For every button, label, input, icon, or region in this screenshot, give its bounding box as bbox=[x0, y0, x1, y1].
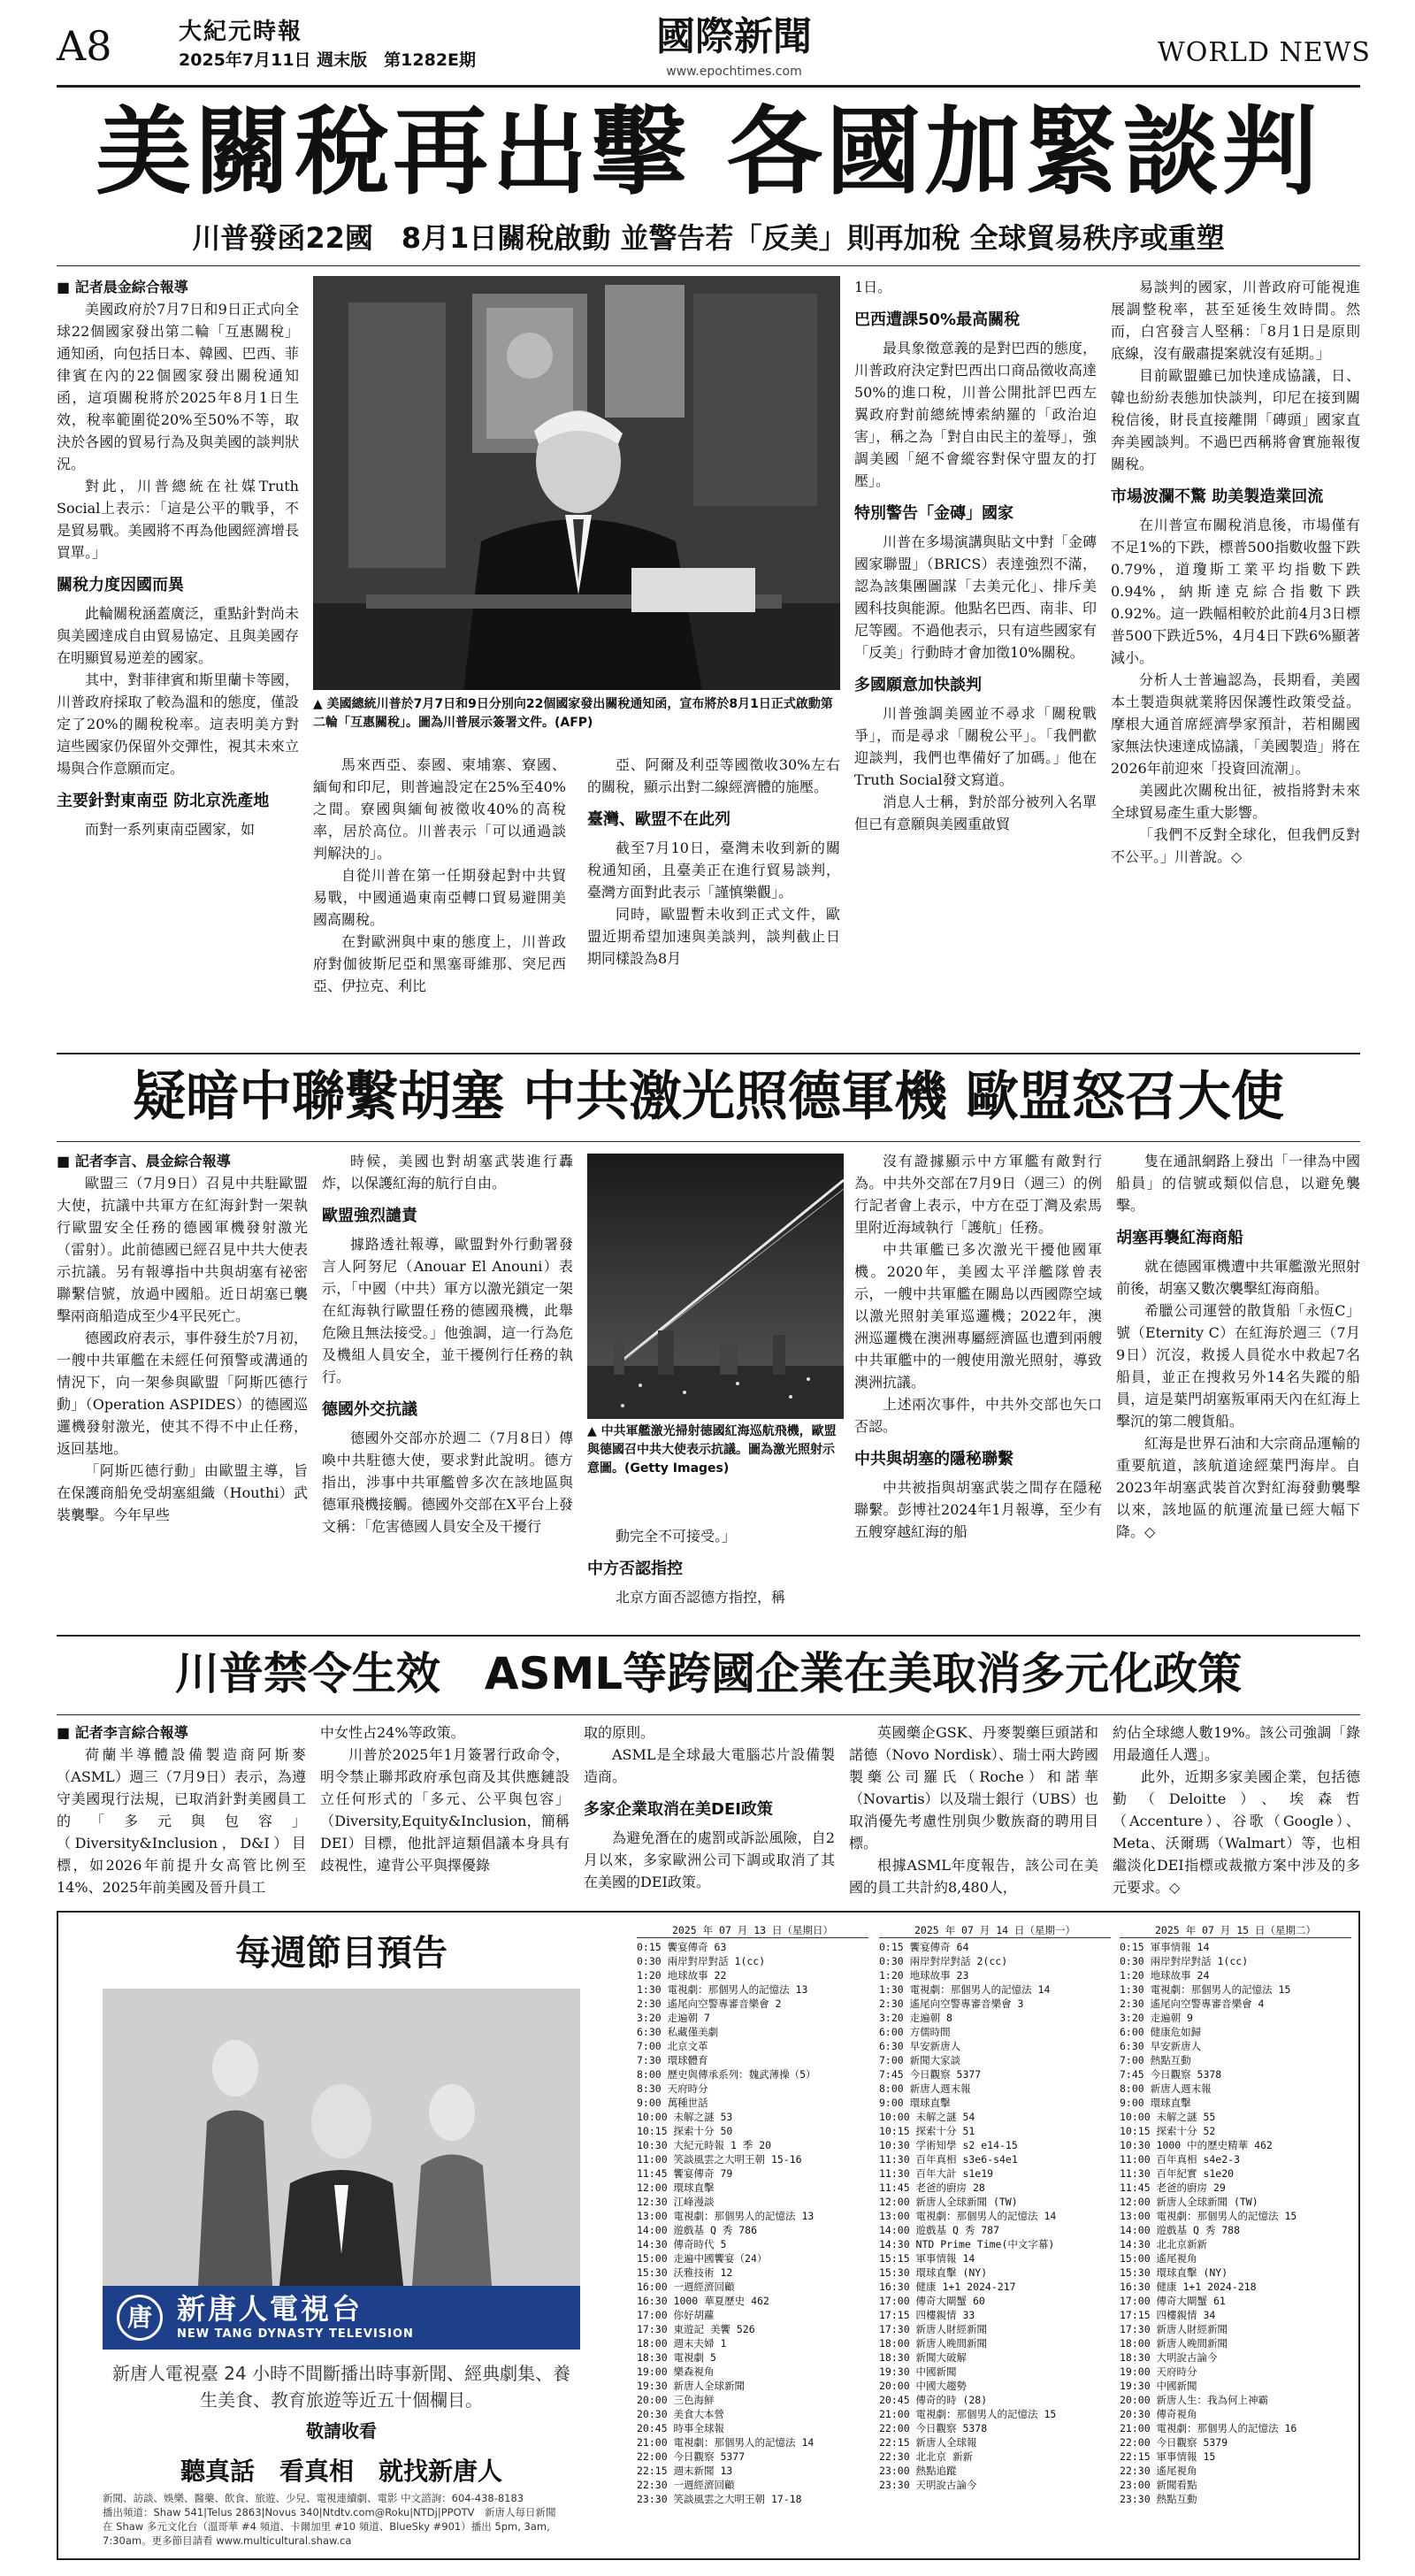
ad-title: 每週節目預告 bbox=[235, 1933, 447, 1974]
paragraph: 中女性占24%等政策。 bbox=[320, 1724, 465, 1741]
schedule-item: 10:30 1000 中的歷史精華 462 bbox=[1120, 2139, 1273, 2151]
ad-description: 新唐人電視臺 24 小時不間斷播出時事新聞、經典劇集、養生美食、教育旅遊等近五十個欄目。 bbox=[111, 2363, 571, 2411]
paragraph: 德國政府表示，事件發生於7月初，一艘中共軍艦在未經任何預警或溝通的情況下，向一架參與歐盟「阿斯匹德行動」（Operation ASPIDES）的德國巡邏機發射激光，使其不得不中止任務，返回基地。 bbox=[57, 1330, 308, 1457]
paragraph: 中共被指與胡塞武裝之間存在隱秘聯繫。彭博社2024年1月報導，至少有五艘穿越紅海的船 bbox=[854, 1479, 1102, 1540]
schedule-item: 15:15 軍事情報 14 bbox=[879, 2252, 975, 2265]
paragraph: 德國外交部亦於週二（7月8日）傳喚中共駐德大使，要求對此說明。德方指出，涉事中共軍艦曾多次在該地區與德軍飛機接觸。德國外交部在X平台上發文稱：「危害德國人員安全及干擾行 bbox=[322, 1430, 573, 1535]
schedule-item: 14:30 NTD Prime Time(中文字幕) bbox=[879, 2238, 1055, 2250]
byline: ■ 記者晨金綜合報導 bbox=[57, 279, 188, 295]
paragraph: 馬來西亞、泰國、柬埔寨、寮國、緬甸和印尼，則普遍設定在25%至40%之間。寮國與緬甸被徵收40%的高稅率，居於高位。川普表示「可以通過談判解決的」。 bbox=[313, 756, 566, 862]
schedule-item: 0:15 軍事情報 14 bbox=[1120, 1941, 1210, 1953]
schedule-item: 10:15 探索十分 51 bbox=[879, 2125, 975, 2137]
paragraph: 而對一系列東南亞國家，如 bbox=[85, 821, 256, 838]
story3-column-4 bbox=[849, 1721, 1098, 1898]
schedule-item: 21:00 電視劇：那個男人的記憶法 16 bbox=[1120, 2422, 1297, 2434]
schedule-item: 7:45 今日觀察 5377 bbox=[879, 2068, 982, 2081]
schedule-item: 20:00 新唐人生：我為何上神霸 bbox=[1120, 2394, 1269, 2406]
schedule-item: 13:00 電視劇：那個男人的記憶法 13 bbox=[637, 2210, 815, 2222]
ad-promo-panel bbox=[58, 1913, 624, 2558]
schedule-item: 9:00 萬種世話 bbox=[637, 2097, 708, 2109]
schedule-item: 1:30 電視劇：那個男人的記憶法 15 bbox=[1120, 1983, 1291, 1996]
schedule-item: 10:15 探索十分 52 bbox=[1120, 2125, 1216, 2137]
paragraph: 就在德國軍機遭中共軍艦激光照射前後，胡塞又數次襲擊紅海商船。 bbox=[1116, 1258, 1360, 1297]
paragraph: 美國此次關稅出征，被指將對未來全球貿易產生重大影響。 bbox=[1111, 782, 1360, 821]
schedule-item: 16:00 一週經濟回顧 bbox=[637, 2281, 735, 2293]
section-heading: 德國外交抗議 bbox=[322, 1400, 417, 1419]
schedule-item: 22:00 今日觀察 5378 bbox=[879, 2422, 988, 2434]
subhead-rule bbox=[57, 265, 1360, 266]
schedule-item: 19:30 中國新聞 bbox=[1120, 2380, 1197, 2392]
paragraph: 約佔全球總人數19%。該公司強調「錄用最適任人選」。 bbox=[1113, 1724, 1360, 1763]
schedule-item: 14:00 遊戲基 Q 秀 788 bbox=[1120, 2224, 1241, 2236]
section-rule bbox=[57, 1635, 1360, 1637]
paragraph: 亞、阿爾及利亞等國徵收30%左右的關稅，顯示出對二線經濟體的施壓。 bbox=[587, 756, 840, 795]
schedule-item: 8:00 新唐人週末報 bbox=[1120, 2082, 1212, 2095]
schedule-item: 18:30 電視劇 5 bbox=[637, 2351, 716, 2364]
section-title: 國際新聞 bbox=[656, 14, 812, 59]
schedule-list bbox=[637, 1940, 868, 2506]
paragraph: 川普在多場演講與貼文中對「金磚國家聯盟」（BRICS）表達強烈不滿，認為該集團圖謀「去美元化」、排斥美國科技與能源。他點名巴西、南非、印尼等國。不過他表示，只有這些國家有「反美」行動時才會加徵10%關稅。 bbox=[854, 533, 1097, 661]
ad-footer-line: 播出頻道：Shaw 541|Telus 2863|Novus 340|Ntdtv.com@Roku|NTDj|PPOTV 新唐人每日新聞 bbox=[103, 2506, 556, 2518]
schedule-item: 17:15 四樓親情 34 bbox=[1120, 2309, 1216, 2321]
schedule-item: 23:30 笑談風雲之大明王朝 17-18 bbox=[637, 2493, 802, 2505]
schedule-item: 8:00 歷史與傳承系列：魏武薄操（5） bbox=[637, 2068, 816, 2081]
schedule-item: 3:20 走遍朝 8 bbox=[879, 2012, 952, 2024]
schedule-item: 11:00 百年真相 s4e2-3 bbox=[1120, 2153, 1241, 2166]
schedule-item: 22:30 一週經濟回顧 bbox=[637, 2479, 735, 2491]
schedule-item: 11:45 饗宴傳奇 79 bbox=[637, 2167, 733, 2180]
paragraph: 「阿斯匹德行動」由歐盟主導，旨在保護商船免受胡塞組織（Houthi）武裝襲擊。今年早些 bbox=[57, 1462, 308, 1523]
schedule-item: 1:30 電視劇：那個男人的記憶法 14 bbox=[879, 1983, 1051, 1996]
schedule-item: 13:00 電視劇：那個男人的記憶法 14 bbox=[879, 2210, 1057, 2222]
schedule-date: 2025 年 07 月 15 日（星期二） bbox=[1120, 1923, 1351, 1938]
schedule-item: 22:15 軍事情報 15 bbox=[1120, 2450, 1216, 2463]
paragraph: 對此，川普總統在社媒Truth Social上表示：「這是公平的戰爭，不是貿易戰。美國將不再為他國經濟增長買單。」 bbox=[57, 478, 299, 561]
schedule-item: 10:00 未解之謎 53 bbox=[637, 2111, 733, 2123]
paragraph: 其中，對菲律賓和斯里蘭卡等國，川普政府採取了較為溫和的態度，僅設定了20%的關稅稅率。這表明美方對這些國家仍保留外交彈性，視其未來立場與合作意願而定。 bbox=[57, 671, 299, 777]
paragraph: 美國政府於7月7日和9日正式向全球22個國家發出第二輪「互惠關稅」通知函，向包括日本、韓國、巴西、菲律賓在內的22個國家發出關稅通知函，這項關稅將於2025年8月1日生效，稅率範圍從20%至50%不等，取決於各國的貿易行為及與美國的談判狀況。 bbox=[57, 301, 299, 472]
story2-column-1 bbox=[57, 1150, 308, 1628]
schedule-item: 18:30 大明說古論今 bbox=[1120, 2351, 1218, 2364]
paragraph: 歐盟三（7月9日）召見中共駐歐盟大使，抗議中共軍方在紅海針對一架執行歐盟安全任務的德國軍機發射激光（雷射）。此前德國已經召見中共大使表示抗議。另有報導指中共與胡塞有祕密聯繫信號，放過中國船。近日胡塞已襲擊兩商船造成至少4平民死亡。 bbox=[57, 1175, 308, 1324]
schedule-item: 6:30 私藏僅美劇 bbox=[637, 2026, 719, 2038]
ntd-logo-en: NEW TANG DYNASTY TELEVISION bbox=[177, 2327, 414, 2341]
anchors-illustration bbox=[103, 1989, 580, 2286]
paragraph: 此外，近期多家美國企業，包括德勤（Deloitte）、埃森哲（Accenture）、谷歌（Google）、Meta、沃爾瑪（Walmart）等，也相繼淡化DEI指標或裁撤方案中涉及的多元要求。◇ bbox=[1113, 1768, 1360, 1896]
schedule-item: 18:00 新唐人晚間新聞 bbox=[879, 2337, 988, 2350]
schedule-item: 6:00 健康危如歸 bbox=[1120, 2026, 1202, 2038]
paragraph: ASML是全球最大電腦芯片設備製造商。 bbox=[584, 1746, 835, 1785]
paragraph: 此輪關稅涵蓋廣泛，重點針對尚未與美國達成自由貿易協定、且與美國存在明顯貿易逆差的國家。 bbox=[57, 605, 299, 666]
schedule-item: 18:00 週末夫婦 1 bbox=[637, 2337, 727, 2350]
schedule-item: 7:00 熱點互動 bbox=[1120, 2054, 1191, 2066]
schedule-item: 19:30 中國新聞 bbox=[879, 2365, 957, 2378]
paragraph: 希臘公司運營的散貨船「永恆C」號（Eternity C）在紅海於週三（7月9日）沉沒，救援人員從水中救起7名船員，並正在搜救另外14名失蹤的船員，這是葉門胡塞叛軍兩天內在紅海上擊沉的第二艘貨船。 bbox=[1116, 1302, 1360, 1430]
headline-rule bbox=[57, 1141, 1360, 1142]
ad-tagline: 聽真話 看真相 就找新唐人 bbox=[180, 2457, 502, 2486]
schedule-item: 23:00 新聞看點 bbox=[1120, 2479, 1197, 2491]
photo-caption: ▲ 美國總統川普於7月7日和9日分別向22個國家發出關稅通知函，宣布將於8月1日正式啟動第二輪「互惠關稅」。圖為川普展示簽署文件。(AFP) bbox=[313, 697, 833, 730]
schedule-list bbox=[1120, 1940, 1351, 2506]
paragraph: 中共軍艦已多次激光干擾他國軍機。2020年，美國太平洋艦隊曾表示，一艘中共軍艦在關島以西國際空域以激光照射美軍巡邏機；2022年，澳洲巡邏機在澳洲專屬經濟區也遭到兩艘中共軍艦中的一艘使用激光照射，導致澳洲抗議。 bbox=[854, 1241, 1102, 1391]
schedule-item: 22:15 週末新聞 13 bbox=[637, 2465, 733, 2477]
schedule-item: 16:30 1000 華夏歷史 462 bbox=[637, 2295, 769, 2307]
section-heading: 胡塞再襲紅海商船 bbox=[1116, 1229, 1243, 1247]
section-rule bbox=[57, 1053, 1360, 1054]
schedule-item: 0:15 饗宴傳奇 63 bbox=[637, 1941, 727, 1953]
ntd-logo-cn: 新唐人電視台 bbox=[177, 2292, 363, 2326]
schedule-item: 7:45 今日觀察 5378 bbox=[1120, 2068, 1222, 2081]
section-heading: 特別警告「金磚」國家 bbox=[854, 504, 1013, 523]
schedule-item: 20:00 中國大趨勢 bbox=[879, 2380, 968, 2392]
schedule-item: 18:30 新聞大破解 bbox=[879, 2351, 968, 2364]
section-heading: 關稅力度因國而異 bbox=[57, 576, 184, 594]
paragraph: 截至7月10日，臺灣未收到新的關稅通知函，且臺美正在進行貿易談判，臺灣方面對此表示「謹慎樂觀」。 bbox=[587, 840, 840, 901]
schedule-item: 7:30 環球體育 bbox=[637, 2054, 708, 2066]
schedule-item: 21:00 電視劇：那個男人的記憶法 14 bbox=[637, 2436, 815, 2449]
paragraph: 「我們不反對全球化，但我們反對不公平。」川普說。◇ bbox=[1111, 826, 1360, 865]
section-title-en: WORLD NEWS bbox=[1157, 37, 1371, 68]
schedule-item: 19:00 天府時分 bbox=[1120, 2365, 1197, 2378]
schedule-item: 10:00 未解之謎 54 bbox=[879, 2111, 975, 2123]
section-heading: 臺灣、歐盟不在此列 bbox=[587, 810, 730, 829]
schedule-item: 10:00 未解之謎 55 bbox=[1120, 2111, 1216, 2123]
schedule-item: 15:30 沃雅技術 12 bbox=[637, 2266, 733, 2279]
schedule-item: 15:00 遙尾視角 bbox=[1120, 2252, 1197, 2265]
story2-column-4 bbox=[854, 1150, 1102, 1628]
paragraph: 據路透社報導，歐盟對外行動署發言人阿努尼（Anouar El Anouni）表示，「中國（中共）軍方以激光鎖定一架在紅海執行歐盟任務的德國飛機，此舉危險且無法接受。」他強調，這一行為危及機組人員安全，並干擾例行任務的執行。 bbox=[322, 1236, 573, 1385]
schedule-item: 17:30 新唐人財經新聞 bbox=[879, 2323, 988, 2335]
section-heading: 多國願意加快談判 bbox=[854, 676, 982, 694]
schedule-item: 0:15 饗宴傳奇 64 bbox=[879, 1941, 969, 1953]
ad-footer-line: 在 Shaw 多元文化台（溫哥華 #4 頻道、卡爾加里 #10 頻道、BlueSky #901）播出 5pm, 3am, bbox=[103, 2520, 550, 2533]
schedule-item: 1:20 地球故事 23 bbox=[879, 1969, 969, 1982]
section-heading: 多家企業取消在美DEI政策 bbox=[584, 1800, 773, 1819]
schedule-item: 1:20 地球故事 24 bbox=[1120, 1969, 1210, 1982]
schedule-item: 12:00 新唐人全球新聞 (TW) bbox=[879, 2196, 1018, 2208]
paragraph: 1日。 bbox=[854, 279, 892, 295]
paragraph: 上述兩次事件，中共外交部也矢口否認。 bbox=[854, 1396, 1102, 1435]
schedule-item: 19:30 新唐人全球新聞 bbox=[637, 2380, 746, 2392]
section-heading: 巴西遭課50%最高關稅 bbox=[854, 310, 1021, 329]
schedule-item: 17:15 四樓親情 33 bbox=[879, 2309, 975, 2321]
schedule-item: 12:00 環球直擊 bbox=[637, 2181, 715, 2194]
schedule-item: 11:45 老爸的廚房 28 bbox=[879, 2181, 985, 2194]
schedule-date: 2025 年 07 月 13 日（星期日） bbox=[637, 1923, 868, 1938]
schedule-item: 17:00 傳奇大閘蟹 61 bbox=[1120, 2295, 1226, 2307]
schedule-date: 2025 年 07 月 14 日（星期一） bbox=[879, 1923, 1111, 1938]
schedule-list bbox=[879, 1940, 1111, 2492]
paragraph: 川普於2025年1月簽署行政命令，明令禁止聯邦政府承包商及其供應鏈設立任何形式的「多元、公平與包容」（Diversity,Equity&Inclusion，簡稱DEI）目標，他批評這類倡議本身具有歧視性，違背公平與擇優錄 bbox=[320, 1746, 570, 1874]
paragraph: 隻在通訊網路上發出「一律為中國船員」的信號或類似信息，以避免襲擊。 bbox=[1116, 1153, 1360, 1214]
headline-tariff: 美關稅再出擊 各國加緊談判 bbox=[96, 96, 1321, 208]
anchors-photo bbox=[103, 1989, 580, 2286]
schedule-item: 7:00 新聞大家談 bbox=[879, 2054, 961, 2066]
paragraph: 時候，美國也對胡塞武裝進行轟炸，以保護紅海的航行自由。 bbox=[322, 1153, 573, 1192]
schedule-item: 14:00 遊戲基 Q 秀 787 bbox=[879, 2224, 1000, 2236]
schedule-item: 19:00 樂森視角 bbox=[637, 2365, 715, 2378]
story2-column-5 bbox=[1116, 1150, 1360, 1628]
schedule-item: 18:00 新唐人晚間新聞 bbox=[1120, 2337, 1228, 2350]
schedule-item: 17:30 新唐人財經新聞 bbox=[1120, 2323, 1228, 2335]
story3-column-3 bbox=[584, 1721, 835, 1898]
photo-caption: ▲ 中共軍艦激光掃射德國紅海巡航飛機，歐盟與德國召中共大使表示抗議。圖為激光照射示意圖。(Getty Images) bbox=[587, 1424, 837, 1476]
story1-column-4 bbox=[854, 276, 1097, 1046]
schedule-item: 8:00 新唐人週末報 bbox=[879, 2082, 971, 2095]
schedule-item: 23:30 熱點互動 bbox=[1120, 2493, 1197, 2505]
story3-column-1 bbox=[57, 1721, 306, 1898]
byline: ■ 記者李言綜合報導 bbox=[57, 1724, 188, 1741]
schedule-item: 22:00 今日觀察 5377 bbox=[637, 2450, 746, 2463]
schedule-item: 20:00 三色海鮮 bbox=[637, 2394, 715, 2406]
schedule-item: 7:00 北京文革 bbox=[637, 2040, 708, 2052]
paragraph: 川普強調美國並不尋求「關稅戰爭」，而是尋求「關稅公平」。「我們歡迎談判，我們也準備好了加碼。」他在Truth Social發文寫道。 bbox=[854, 705, 1097, 788]
paragraph: 在對歐洲與中東的態度上，川普政府對伽彼斯尼亞和黑塞哥維那、突尼西亞、伊拉克、利比 bbox=[313, 933, 566, 994]
schedule-item: 11:45 老爸的廚房 29 bbox=[1120, 2181, 1226, 2194]
paragraph: 在川普宣布關稅消息後，市場僅有不足1%的下跌，標普500指數收盤下跌0.79%，道瓊斯工業平均指數下跌0.94%，納斯達克綜合指數下跌0.92%。這一跌幅相較於此前4月3日標普500下跌近5%，4月4日下跌6%顯著減小。 bbox=[1111, 517, 1360, 666]
section-heading: 市場波瀾不驚 助美製造業回流 bbox=[1111, 487, 1324, 506]
headline-rule bbox=[57, 1714, 1360, 1715]
schedule-item: 14:30 傳奇時代 5 bbox=[637, 2238, 727, 2250]
site-url: www.epochtimes.com bbox=[666, 65, 802, 79]
paragraph: 北京方面否認德方指控，稱 bbox=[616, 1589, 786, 1606]
paragraph: 英國藥企GSK、丹麥製藥巨頭諾和諾德（Novo Nordisk）、瑞士兩大跨國製藥公司羅氏（Roche）和諾華（Novartis）以及瑞士銀行（UBS）也取消優先考慮性別與少數族裔的聘用目標。 bbox=[849, 1724, 1098, 1852]
story1-column-3 bbox=[587, 754, 840, 1046]
schedule-day-1 bbox=[637, 1923, 868, 2551]
story1-column-1 bbox=[57, 276, 299, 1046]
trump-photo-illustration bbox=[313, 276, 840, 690]
story2-column-3 bbox=[587, 1525, 844, 1628]
schedule-item: 16:30 健康 1+1 2024-217 bbox=[879, 2281, 1016, 2293]
schedule-item: 2:30 遙尾向空警專審音樂會 4 bbox=[1120, 1997, 1265, 2010]
paragraph: 取的原則。 bbox=[584, 1724, 655, 1741]
paragraph: 目前歐盟雖已加快達成協議，日、韓也紛紛表態加快談判，印尼在接到關稅信後，財長直接離開「磚頭」國家直奔美國談判。不過巴西稱將會實施報復關稅。 bbox=[1111, 367, 1360, 472]
masthead-rule bbox=[57, 85, 1360, 88]
schedule-item: 6:30 早安新唐人 bbox=[879, 2040, 961, 2052]
paragraph: 易談判的國家，川普政府可能視進展調整稅率，甚至延後生效時間。然而，白宮發言人堅稱：「8月1日是原則底線，沒有嚴肅提案就沒有延期。」 bbox=[1111, 279, 1360, 362]
subhead-tariff: 川普發函22國 8月1日關稅啟動 並警告若「反美」則再加稅 全球貿易秩序或重塑 bbox=[192, 221, 1225, 255]
schedule-item: 9:00 環球直擊 bbox=[1120, 2097, 1191, 2109]
paragraph: 為避免潛在的處罰或訴訟風險，自2月以來，多家歐洲公司下調或取消了其在美國的DEI政策。 bbox=[584, 1829, 835, 1890]
schedule-item: 14:00 遊戲基 Q 秀 786 bbox=[637, 2224, 758, 2236]
trump-photo bbox=[313, 276, 840, 690]
schedule-item: 17:30 東遊記 美饗 526 bbox=[637, 2323, 755, 2335]
ad-footer-line: 7:30am。更多節目請看 www.multicultural.shaw.ca bbox=[103, 2534, 352, 2547]
ad-footer bbox=[103, 2491, 598, 2548]
ntd-logo-icon: 唐 bbox=[117, 2295, 163, 2341]
schedule-item: 9:00 環球直擊 bbox=[879, 2097, 951, 2109]
schedule-item: 22:30 遙尾視角 bbox=[1120, 2465, 1197, 2477]
schedule-item: 12:00 新唐人全球新聞 (TW) bbox=[1120, 2196, 1258, 2208]
schedule-item: 11:30 百年真相 s3e6-s4e1 bbox=[879, 2153, 1018, 2166]
story3-column-2 bbox=[320, 1721, 570, 1898]
schedule-item: 10:15 探索十分 50 bbox=[637, 2125, 733, 2137]
schedule-item: 8:30 天府時分 bbox=[637, 2082, 708, 2095]
schedule-item: 15:30 環球直擊 (NY) bbox=[1120, 2266, 1228, 2279]
schedule-item: 1:30 電視劇：那個男人的記憶法 13 bbox=[637, 1983, 808, 1996]
headline-asml: 川普禁令生效 ASML等跨國企業在美取消多元化政策 bbox=[174, 1648, 1243, 1699]
schedule-item: 0:30 兩岸對岸對話 1(cc) bbox=[1120, 1955, 1249, 1967]
schedule-item: 11:30 百年大計 s1e19 bbox=[879, 2167, 994, 2180]
schedule-item: 20:30 美食大本營 bbox=[637, 2408, 725, 2420]
schedule-item: 15:30 環球直擊 (NY) bbox=[879, 2266, 988, 2279]
schedule-item: 20:30 傳奇視角 bbox=[1120, 2408, 1197, 2420]
laser-photo bbox=[587, 1154, 844, 1419]
paragraph: 荷蘭半導體設備製造商阿斯麥（ASML）週三（7月9日）表示，為遵守美國現行法規，已取消針對美國員工的「多元與包容」（Diversity&Inclusion，D&I）目標，如2026年前提升女高管比例至14%、2025年前美國及晉升員工 bbox=[57, 1746, 306, 1896]
schedule-item: 20:45 時事全球報 bbox=[637, 2422, 725, 2434]
schedule-item: 22:00 今日觀察 5379 bbox=[1120, 2436, 1228, 2449]
paragraph: 分析人士普遍認為，長期看，美國本土製造與就業將因保護性政策受益。摩根大通首席經濟學家預計，若相關國家無法快速達成協議，「美國製造」將在2026年前迎來「投資回流潮」。 bbox=[1111, 671, 1360, 777]
story2-column-2 bbox=[322, 1150, 573, 1628]
schedule-item: 10:30 学術知學 s2 e14-15 bbox=[879, 2139, 1018, 2151]
laser-photo-illustration bbox=[587, 1154, 844, 1419]
schedule-item: 14:30 北北京新新 bbox=[1120, 2238, 1208, 2250]
schedule-item: 20:45 傳奇的時 (28) bbox=[879, 2394, 988, 2406]
section-heading: 中共與胡塞的隱秘聯繫 bbox=[854, 1450, 1013, 1468]
paragraph: 沒有證據顯示中方軍艦有敵對行為。中共外交部在7月9日（週三）的例行記者會上表示，中方在亞丁灣及索馬里附近海域執行「護航」任務。 bbox=[854, 1153, 1102, 1236]
schedule-item: 12:30 江峰漫談 bbox=[637, 2196, 715, 2208]
schedule-item: 1:20 地球故事 22 bbox=[637, 1969, 727, 1982]
paragraph: 消息人士稱，對於部分被列入名單但已有意願與美國重啟貿 bbox=[854, 794, 1097, 832]
page-number: A8 bbox=[57, 22, 112, 70]
paragraph: 同時，歐盟暫未收到正式文件，歐盟近期希望加速與美談判，談判截止日期同樣設為8月 bbox=[587, 906, 840, 967]
schedule-item: 23:00 熱點追蹤 bbox=[879, 2465, 957, 2477]
story1-column-5 bbox=[1111, 276, 1360, 1046]
paragraph: 自從川普在第一任期發起對中共貿易戰，中國通過東南亞轉口貿易避開美國高關稅。 bbox=[313, 867, 566, 928]
schedule-item: 6:00 方儒時間 bbox=[879, 2026, 951, 2038]
ntd-logo-bar bbox=[103, 2286, 580, 2350]
schedule-item: 21:00 電視劇：那個男人的記憶法 15 bbox=[879, 2408, 1057, 2420]
schedule-item: 17:00 傳奇大閘蟹 60 bbox=[879, 2295, 985, 2307]
schedule-day-3 bbox=[1120, 1923, 1351, 2551]
paragraph: 紅海是世界石油和大宗商品運輸的重要航道，該航道途經葉門海岸。自2023年胡塞武裝首次對紅海發動襲擊以來，該地區的航運流量已經大幅下降。◇ bbox=[1116, 1435, 1360, 1540]
schedule-item: 0:30 兩岸對岸對話 1(cc) bbox=[637, 1955, 766, 1967]
paragraph: 動完全不可接受。」 bbox=[616, 1528, 737, 1545]
ntd-ad bbox=[57, 1911, 1360, 2560]
schedule-item: 10:30 大紀元時報 1 季 20 bbox=[637, 2139, 772, 2151]
schedule-item: 3:20 走遍朝 7 bbox=[637, 2012, 710, 2024]
story3-column-5 bbox=[1113, 1721, 1360, 1898]
schedule-item: 15:00 走遍中國饗宴（24） bbox=[637, 2252, 768, 2265]
paragraph: 最具象徵意義的是對巴西的態度，川普政府決定對巴西出口商品徵收高達50%的進口稅，川普公開批評巴西左翼政府對前總統博索納羅的「政治迫害」，稱之為「對自由民主的羞辱」，強調美國「絕不會縱容對保守盟友的打壓」。 bbox=[854, 340, 1097, 489]
section-heading: 中方否認指控 bbox=[587, 1560, 683, 1578]
schedule-item: 11:30 百年紀實 s1e20 bbox=[1120, 2167, 1235, 2180]
byline: ■ 記者李言、晨金綜合報導 bbox=[57, 1153, 231, 1169]
story1-column-2 bbox=[313, 754, 566, 1046]
paper-name: 大紀元時報 bbox=[179, 19, 303, 45]
issue-info: 2025年7月11日 週末版 第1282E期 bbox=[179, 50, 477, 70]
schedule-item: 6:30 早安新唐人 bbox=[1120, 2040, 1202, 2052]
ad-footer-line: 新聞、訪談、娛樂、醫藥、飲食、旅遊、少兒、電視連續劇、電影 中文諮詢：604-438-8183 bbox=[103, 2492, 524, 2504]
schedule-item: 13:00 電視劇：那個男人的記憶法 15 bbox=[1120, 2210, 1297, 2222]
schedule-item: 22:15 新唐人全球報 bbox=[879, 2436, 977, 2449]
schedule-item: 2:30 遙尾向空警專審音樂會 3 bbox=[879, 1997, 1024, 2010]
paragraph: 根據ASML年度報告，該公司在美國的員工共計約8,480人， bbox=[849, 1857, 1098, 1896]
schedule-item: 2:30 遙尾向空警專審音樂會 2 bbox=[637, 1997, 782, 2010]
schedule-item: 11:00 笑談風雲之大明王朝 15-16 bbox=[637, 2153, 802, 2166]
schedule-item: 23:30 天明說古論今 bbox=[879, 2479, 977, 2491]
schedule-item: 22:30 北北京 新新 bbox=[879, 2450, 973, 2463]
section-heading: 歐盟強烈譴責 bbox=[322, 1207, 417, 1225]
schedule-item: 3:20 走遍朝 9 bbox=[1120, 2012, 1193, 2024]
section-heading: 主要針對東南亞 防北京洗產地 bbox=[57, 792, 270, 810]
schedule-item: 16:30 健康 1+1 2024-218 bbox=[1120, 2281, 1257, 2293]
ad-slogan: 敬請收看 bbox=[306, 2420, 377, 2442]
schedule-item: 0:30 兩岸對岸對話 2(cc) bbox=[879, 1955, 1008, 1967]
schedule-item: 17:00 你好胡蘿 bbox=[637, 2309, 715, 2321]
headline-laser: 疑暗中聯繫胡塞 中共激光照德軍機 歐盟怒召大使 bbox=[133, 1066, 1284, 1128]
schedule-day-2 bbox=[879, 1923, 1111, 2551]
